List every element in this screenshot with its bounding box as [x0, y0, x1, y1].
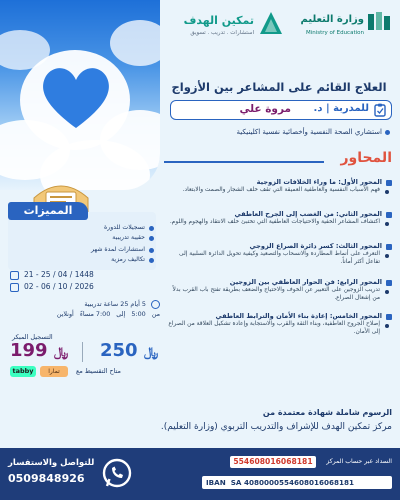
bullet-icon — [149, 226, 154, 231]
axis-title: المحور الخامس: إعادة بناء الأمان والترابط العاطفي — [166, 312, 392, 320]
trainer-name: مروة علي — [239, 103, 291, 115]
square-bullet-icon — [386, 280, 392, 286]
supervision-note: مركز تمكين الهدف للإشراف والتدريب التربوي (وزارة التعليم). — [160, 422, 392, 432]
moe-emblem-icon — [366, 10, 392, 34]
regular-price: 250 ﷼ — [100, 340, 159, 361]
axis-item — [166, 278, 392, 303]
account-label: السداد عبر حساب المركز — [326, 458, 392, 465]
tamara-logo: تمارا — [40, 366, 68, 377]
axis-item — [166, 242, 392, 267]
axis-desc: التعرف على أنماط المطاردة والانسحاب والتصعيد وكيفية تحويل الدائرة السلبية إلى تفاعل أكثر أماناً. — [166, 251, 392, 267]
divider — [164, 161, 324, 163]
square-bullet-icon — [386, 314, 392, 320]
installment-row — [10, 366, 160, 378]
footer — [0, 448, 400, 500]
trainer-role-text: استشاري الصحة النفسية وأخصائية نفسية اكلينيكية — [236, 128, 382, 136]
axis-item — [166, 312, 392, 337]
bullet-icon — [385, 130, 390, 135]
moe-logo — [302, 10, 392, 54]
axes-heading — [164, 150, 392, 172]
axis-item — [166, 178, 392, 195]
account-number: 554608016068181 — [230, 456, 316, 468]
early-registration-label: التسجيل المبكر — [12, 333, 53, 341]
axes-title: المحاور — [340, 150, 392, 166]
bullet-icon — [385, 324, 389, 328]
axis-title: المحور الأول: ما وراء الخلافات الزوجية — [166, 178, 392, 186]
square-bullet-icon — [386, 180, 392, 186]
dates — [10, 270, 160, 294]
trainer-role — [237, 128, 390, 136]
calendar-icon — [10, 283, 19, 292]
features-title: المميزات — [8, 202, 88, 220]
bullet-icon — [385, 290, 389, 294]
time-slot: من5:00إلى7:00 مساءًأونلاين — [56, 310, 160, 318]
partner-logo — [166, 10, 284, 54]
axis-title: المحور الثالث: كسر دائرة الصراع الزوجي — [166, 242, 392, 250]
axis-title: المحور الثاني: من الغضب إلى الجرح العاطفي — [166, 210, 392, 218]
bullet-icon — [149, 236, 154, 241]
axis-desc: تدريب الزوجين على التعبير عن الخوف والاحتياج والضعف بطريقة تفتح باب القرب بدلاً من إشعال الصراع. — [166, 287, 392, 303]
certificate-note: الرسوم شاملة شهادة معتمدة من — [262, 408, 392, 417]
axis-desc: إصلاح الجروح العاطفية، وبناء الثقة والقرب والاستجابة وإعادة تشكيل العلاقة من الصراع إلى الأمان. — [166, 321, 392, 337]
installment-text: متاح التقسيط مع — [76, 367, 121, 375]
header-logos — [160, 4, 392, 58]
iban: IBAN SA 4080000554608016068181 — [202, 476, 392, 489]
moe-name-en: Ministry of Education — [305, 30, 364, 36]
bullet-icon — [149, 248, 154, 253]
phone-number[interactable]: 0509848926 — [8, 472, 85, 485]
heart-cloud-image — [0, 0, 160, 190]
square-bullet-icon — [386, 244, 392, 250]
axis-item — [166, 210, 392, 227]
gregorian-date: 02 - 06 / 10 / 2026 — [10, 282, 160, 294]
feature-item: استشارات لمدة شهر — [14, 246, 154, 254]
axis-desc: فهم الأسباب النفسية والعاطفية العميقة التي تقف خلف الشجار والصمت والابتعاد. — [166, 187, 392, 195]
divider — [82, 342, 83, 362]
bullet-icon — [385, 254, 389, 258]
partner-emblem-icon — [258, 10, 284, 36]
training-hours: 5 أيام 25 ساعة تدريبية — [10, 300, 160, 308]
contact-label: للتواصل والاستفسار — [8, 458, 95, 468]
trainer-bar — [170, 100, 392, 120]
tabby-logo: tabby — [10, 366, 36, 377]
clock-icon — [151, 300, 160, 309]
bullet-icon — [149, 258, 154, 263]
hijri-date: 21 - 25 / 04 / 1448 — [10, 270, 160, 282]
early-price: 199 ﷼ — [10, 340, 69, 361]
feature-item: حقيبة تدريبية — [14, 234, 154, 242]
whatsapp-icon[interactable] — [100, 456, 134, 490]
calendar-icon — [10, 271, 19, 280]
clipboard-icon — [373, 103, 387, 117]
bullet-icon — [385, 222, 389, 226]
partner-tagline: استشارات . تدريب . تسويق — [190, 30, 254, 36]
trainer-label: للمدربة | د. — [313, 103, 369, 114]
heart-icon — [36, 62, 116, 132]
feature-item: تسجيلات للدورة — [14, 224, 154, 232]
axis-title: المحور الرابع: فن الحوار العاطفي بين الزوجين — [166, 278, 392, 286]
moe-name: وزارة التعليم — [300, 14, 364, 25]
feature-item: تكاليف رمزية — [14, 256, 154, 264]
course-title: العلاج القائم على المشاعر بين الأزواج — [171, 80, 387, 94]
axis-desc: اكتشاف المشاعر الخفية والاحتياجات العاطفية التي تختبئ خلف الانتقاد والهجوم واللوم. — [166, 219, 392, 227]
partner-name: تمكين الهدف — [183, 14, 254, 27]
bullet-icon — [385, 190, 389, 194]
square-bullet-icon — [386, 212, 392, 218]
